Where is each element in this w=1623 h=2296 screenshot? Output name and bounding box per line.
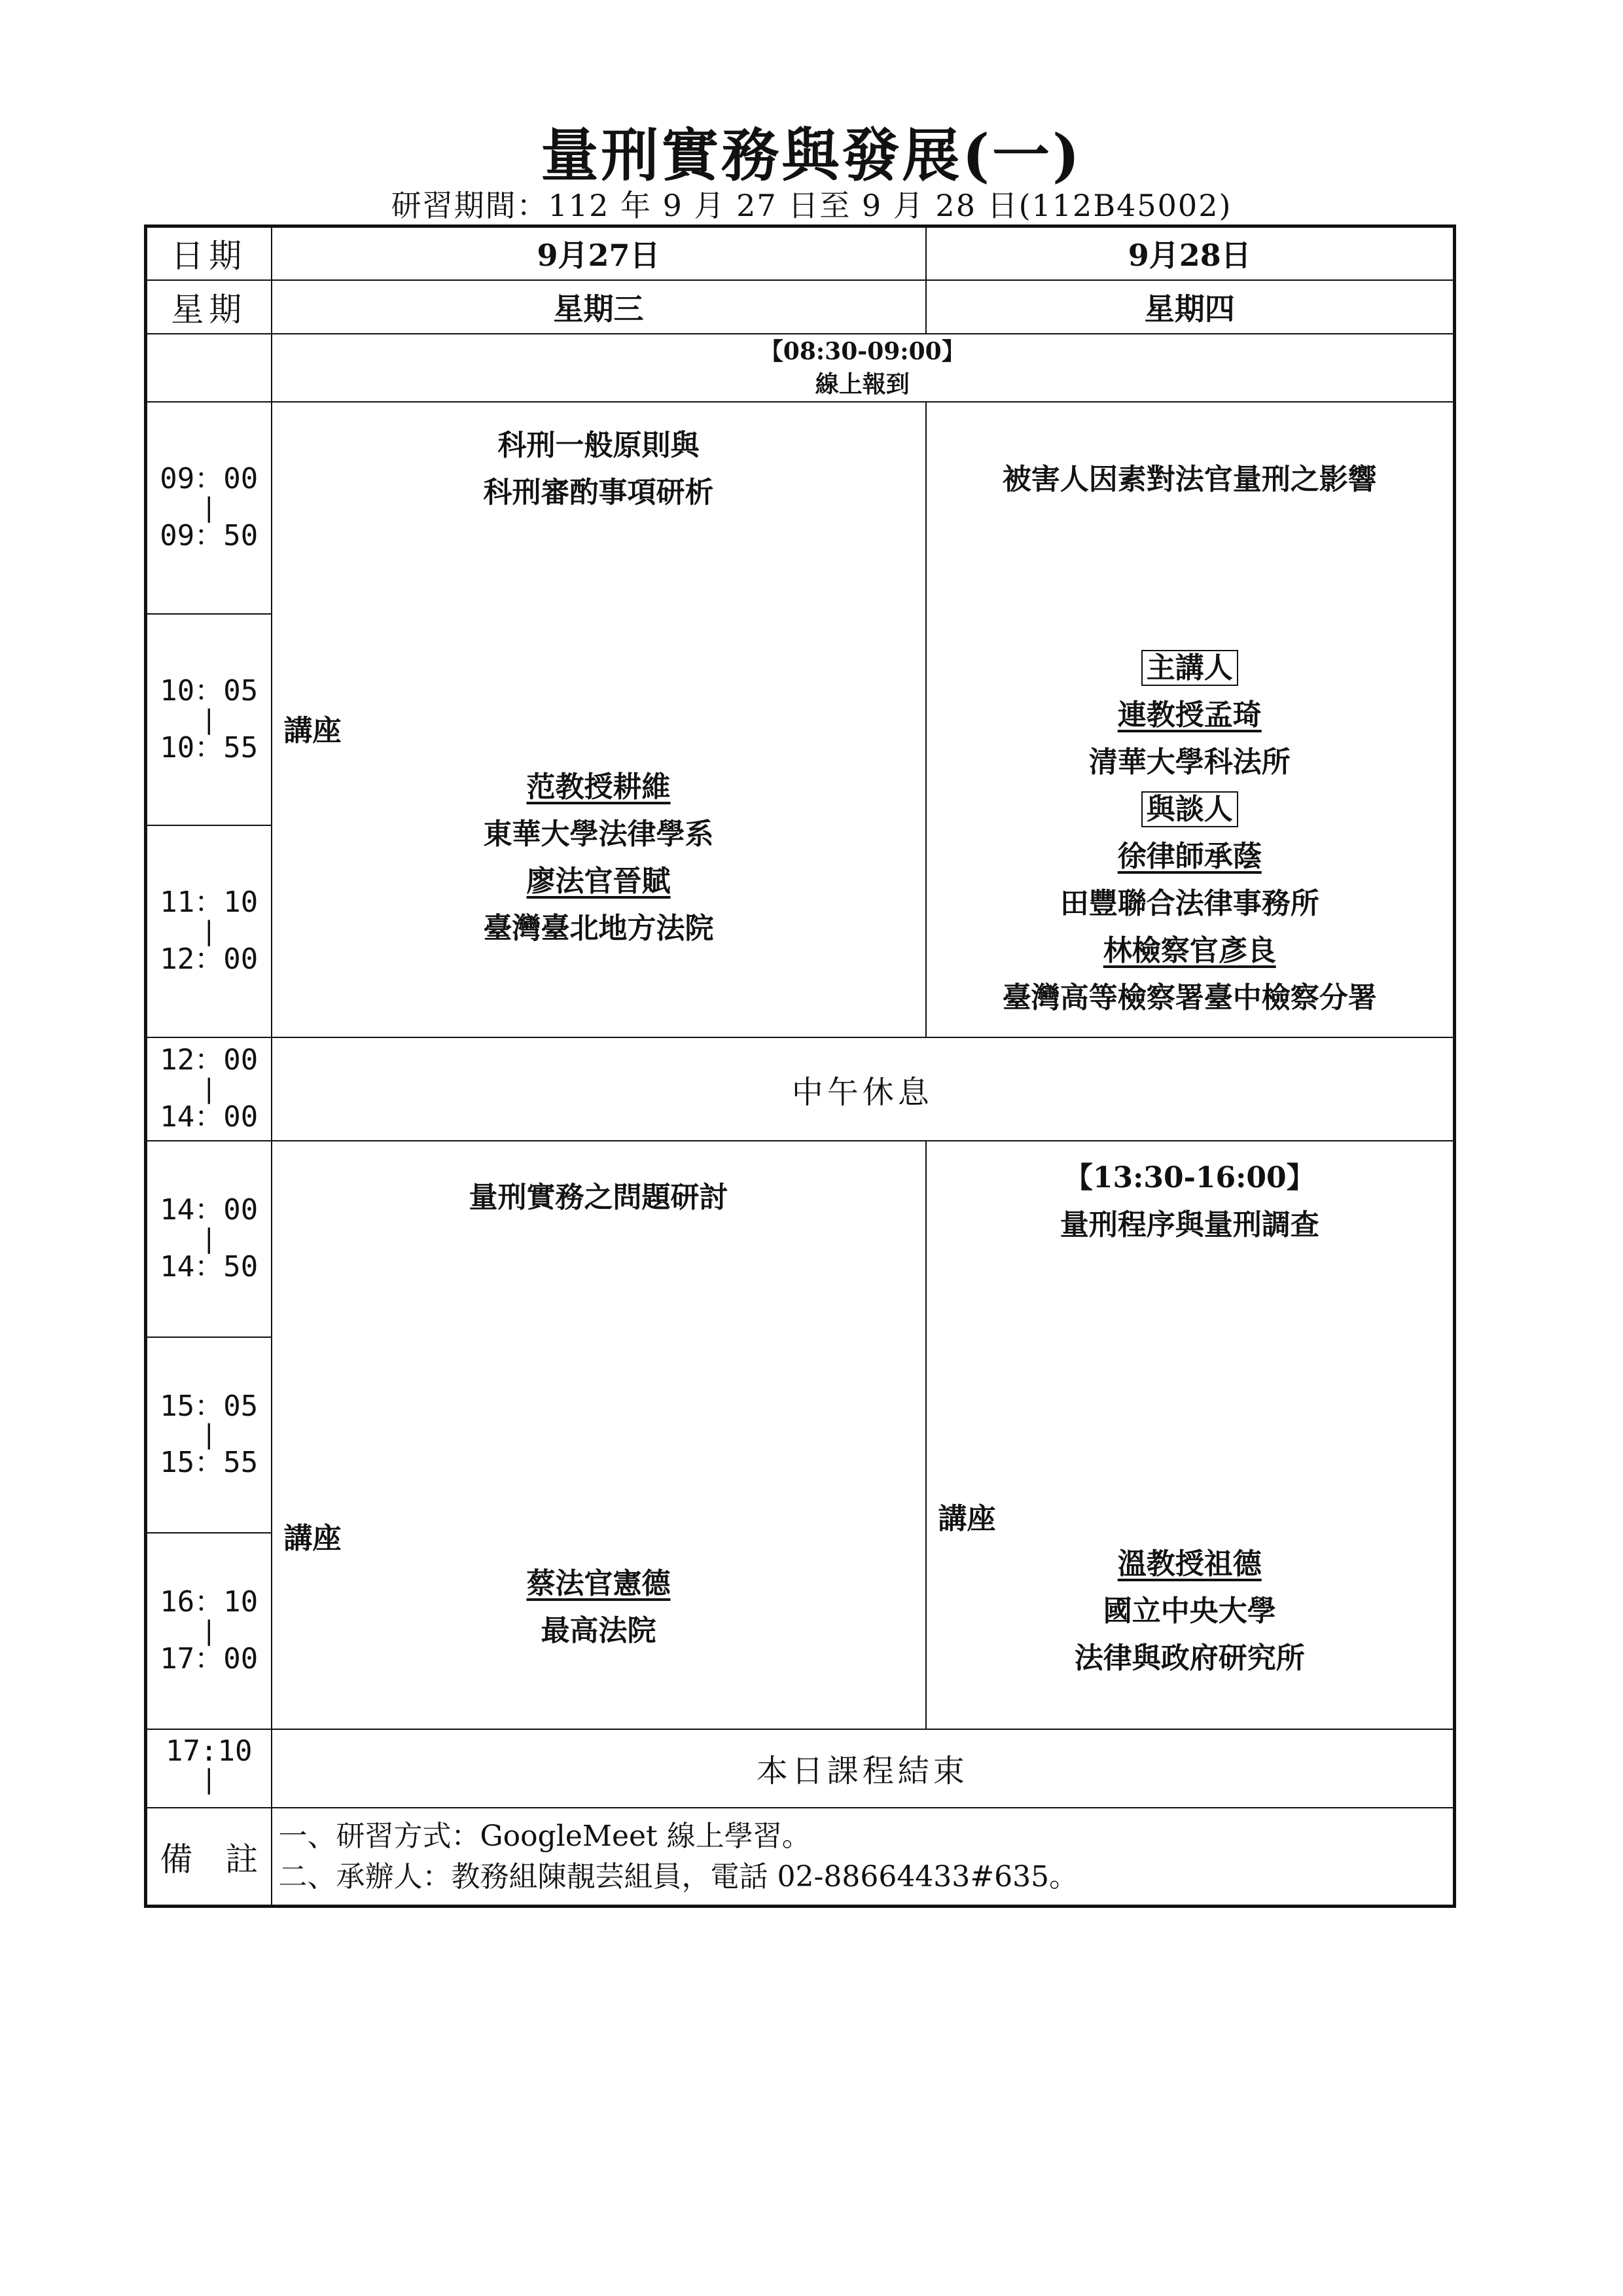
time-separator: | xyxy=(201,1765,217,1795)
time-end: 17：00 xyxy=(160,1641,259,1676)
time-start: 17:10 xyxy=(166,1734,253,1768)
speaker-affiliation: 臺灣臺北地方法院 xyxy=(483,912,714,946)
time-separator: | xyxy=(201,1224,217,1254)
time-end: 09：50 xyxy=(160,518,259,552)
day2-afternoon-speaker xyxy=(927,1541,1454,1682)
day1-morning-topic xyxy=(272,422,925,516)
speaker-affiliation: 臺灣高等檢察署臺中檢察分署 xyxy=(1002,981,1377,1015)
speaker-affiliation: 最高法院 xyxy=(541,1614,656,1648)
session-type: 講座 xyxy=(938,1502,996,1536)
time-start: 12：00 xyxy=(160,1043,259,1077)
time-slot-4 xyxy=(146,1141,272,1336)
day1-morning-cell xyxy=(272,402,926,1037)
session-type: 講座 xyxy=(283,1522,342,1556)
role-label: 主講人 xyxy=(1141,650,1238,686)
page-title: 量刑實務與發展(一) xyxy=(541,121,1082,189)
time-end: 14：00 xyxy=(160,1100,259,1134)
time-separator: | xyxy=(201,1615,217,1646)
speaker-affiliation: 田豐聯合法律事務所 xyxy=(1060,887,1319,921)
time-start: 09：00 xyxy=(160,462,259,496)
time-slot-end xyxy=(146,1729,272,1808)
day2-morning-speakers xyxy=(927,645,1454,1022)
time-start: 16：10 xyxy=(160,1585,259,1619)
topic-line: 科刑審酌事項研析 xyxy=(483,476,714,510)
page-subtitle: 研習期間：112 年 9 月 27 日至 9 月 28 日(112B45002) xyxy=(391,188,1232,223)
speaker-affiliation: 法律與政府研究所 xyxy=(1074,1641,1305,1676)
speaker-affiliation: 東華大學法律學系 xyxy=(483,817,714,852)
day1-weekday: 星期三 xyxy=(272,280,926,334)
day2-date: 9月28日 xyxy=(926,226,1455,280)
day1-afternoon-cell xyxy=(272,1141,926,1729)
end-of-day: 本日課程結束 xyxy=(272,1729,1455,1808)
end-row xyxy=(146,1729,1455,1808)
time-start: 11：10 xyxy=(160,886,259,920)
topic-line: 科刑一般原則與 xyxy=(497,429,700,463)
day1-date: 9月27日 xyxy=(272,226,926,280)
day2-afternoon-topic xyxy=(927,1155,1454,1249)
speaker-name: 范教授耕維 xyxy=(526,770,671,804)
time-end: 12：00 xyxy=(160,942,259,977)
time-end: 10：55 xyxy=(160,730,259,764)
time-slot-3 xyxy=(146,825,272,1037)
speaker-name: 溫教授祖德 xyxy=(1117,1547,1262,1581)
topic-line: 量刑程序與量刑調查 xyxy=(1060,1208,1319,1242)
date-label: 日期 xyxy=(146,226,272,280)
weekday-row xyxy=(146,280,1455,334)
time-start: 14：00 xyxy=(160,1193,259,1227)
speaker-name: 廖法官晉賦 xyxy=(526,865,671,899)
lunch-break: 中午休息 xyxy=(272,1037,1455,1141)
checkin-time-cell xyxy=(146,334,272,402)
role-label: 與談人 xyxy=(1141,791,1238,827)
weekday-label: 星期 xyxy=(146,280,272,334)
day2-afternoon-cell xyxy=(926,1141,1455,1729)
time-slot-6 xyxy=(146,1533,272,1729)
checkin-cell xyxy=(272,334,1455,402)
session-row-1 xyxy=(146,402,1455,614)
note-line: 二、承辦人：教務組陳靚芸組員，電話 02-88664433#635。 xyxy=(278,1859,1079,1893)
schedule-table xyxy=(144,224,1456,1908)
notes-row xyxy=(146,1808,1455,1906)
speaker-affiliation: 清華大學科法所 xyxy=(1088,745,1291,780)
day2-morning-topic: 被害人因素對法官量刑之影響 xyxy=(1002,463,1377,497)
checkin-row xyxy=(146,334,1455,402)
speaker-name: 蔡法官憲德 xyxy=(526,1567,671,1601)
note-line: 一、研習方式：GoogleMeet 線上學習。 xyxy=(278,1819,811,1853)
session-type: 講座 xyxy=(283,714,342,748)
date-row xyxy=(146,226,1455,280)
speaker-affiliation: 國立中央大學 xyxy=(1103,1594,1276,1628)
day2-morning-cell xyxy=(926,402,1455,1037)
day1-afternoon-speaker xyxy=(272,1560,925,1655)
time-slot-2 xyxy=(146,614,272,826)
speaker-name: 林檢察官彥良 xyxy=(1103,934,1276,968)
time-separator: | xyxy=(201,1420,217,1450)
day1-afternoon-topic: 量刑實務之問題研討 xyxy=(469,1181,728,1215)
time-end: 14：50 xyxy=(160,1250,259,1283)
time-separator: | xyxy=(201,916,217,947)
time-end: 15：55 xyxy=(160,1446,259,1480)
lunch-row xyxy=(146,1037,1455,1141)
checkin-text: 線上報到 xyxy=(815,370,910,399)
time-start: 15：05 xyxy=(160,1389,259,1423)
time-slot-lunch xyxy=(146,1037,272,1141)
session-row-4 xyxy=(146,1141,1455,1336)
speaker-name: 徐律師承蔭 xyxy=(1117,840,1262,874)
time-separator: | xyxy=(201,1074,217,1105)
checkin-time: 【08:30-09:00】 xyxy=(759,338,965,366)
notes-cell xyxy=(272,1808,1455,1906)
session-time: 【13:30-16:00】 xyxy=(1063,1161,1315,1195)
time-separator: | xyxy=(201,704,217,735)
time-slot-1 xyxy=(146,402,272,614)
time-slot-5 xyxy=(146,1337,272,1533)
day1-morning-speakers xyxy=(272,764,925,952)
time-start: 10：05 xyxy=(160,673,259,708)
speaker-name: 連教授孟琦 xyxy=(1117,698,1262,732)
time-separator: | xyxy=(201,492,217,523)
notes-label: 備 註 xyxy=(146,1808,272,1906)
day2-weekday: 星期四 xyxy=(926,280,1455,334)
